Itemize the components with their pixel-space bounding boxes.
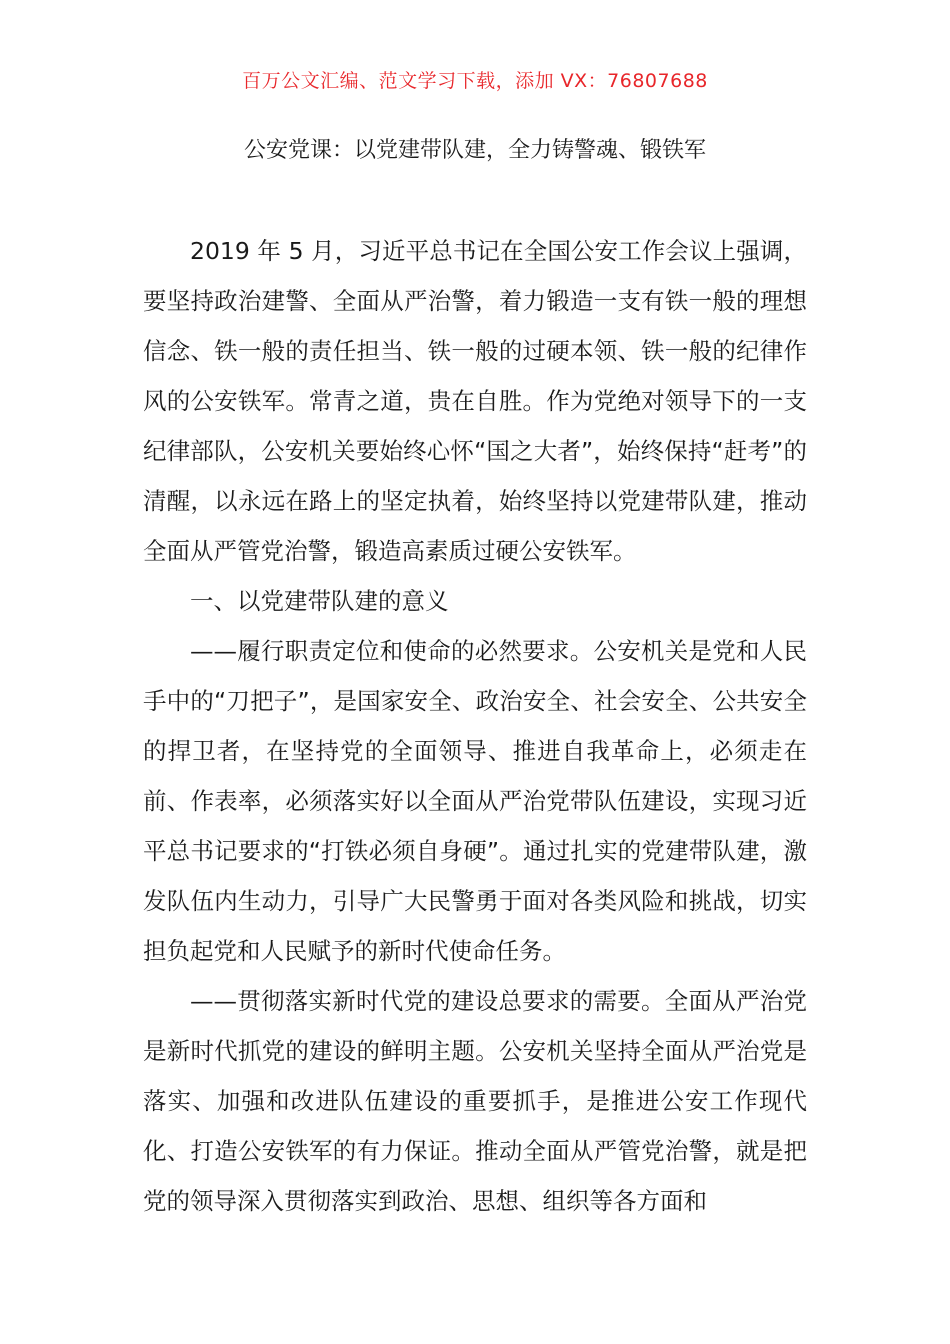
section-heading: 一、以党建带队建的意义: [190, 587, 449, 615]
document-body: [143, 226, 807, 1226]
paragraph-requirement: ——贯彻落实新时代党的建设总要求的需要。全面从严治党是新时代抓党的建设的鲜明主题。公安机关坚持全面从严治党是落实、加强和改进队伍建设的重要抓手，是推进公安工作现代化、打造公安铁军的有力保证。推动全面从严管党治警，就是把党的领导深入贯彻落实到政治、思想、组织等各方面和: [143, 987, 807, 1215]
page-title: 公安党课：以党建带队建，全力铸警魂、锻铁军: [243, 138, 706, 163]
header-banner: 百万公文汇编、范文学习下载，添加 VX：76807688: [242, 70, 708, 92]
paragraph-duty: ——履行职责定位和使命的必然要求。公安机关是党和人民手中的“刀把子”，是国家安全、政治安全、社会安全、公共安全的捍卫者，在坚持党的全面领导、推进自我革命上，必须走在前、作表率，必须落实好以全面从严治党带队伍建设，实现习近平总书记要求的“打铁必须自身硬”。通过扎实的党建带队建，激发队伍内生动力，引导广大民警勇于面对各类风险和挑战，切实担负起党和人民赋予的新时代使命任务。: [143, 637, 807, 965]
paragraph-intro: 2019 年 5 月，习近平总书记在全国公安工作会议上强调，要坚持政治建警、全面从严治警，着力锻造一支有铁一般的理想信念、铁一般的责任担当、铁一般的过硬本领、铁一般的纪律作风的公安铁军。常青之道，贵在自胜。作为党绝对领导下的一支纪律部队，公安机关要始终心怀“国之大者”，始终保持“赶考”的清醒，以永远在路上的坚定执着，始终坚持以党建带队建，推动全面从严管党治警，锻造高素质过硬公安铁军。: [143, 237, 807, 565]
